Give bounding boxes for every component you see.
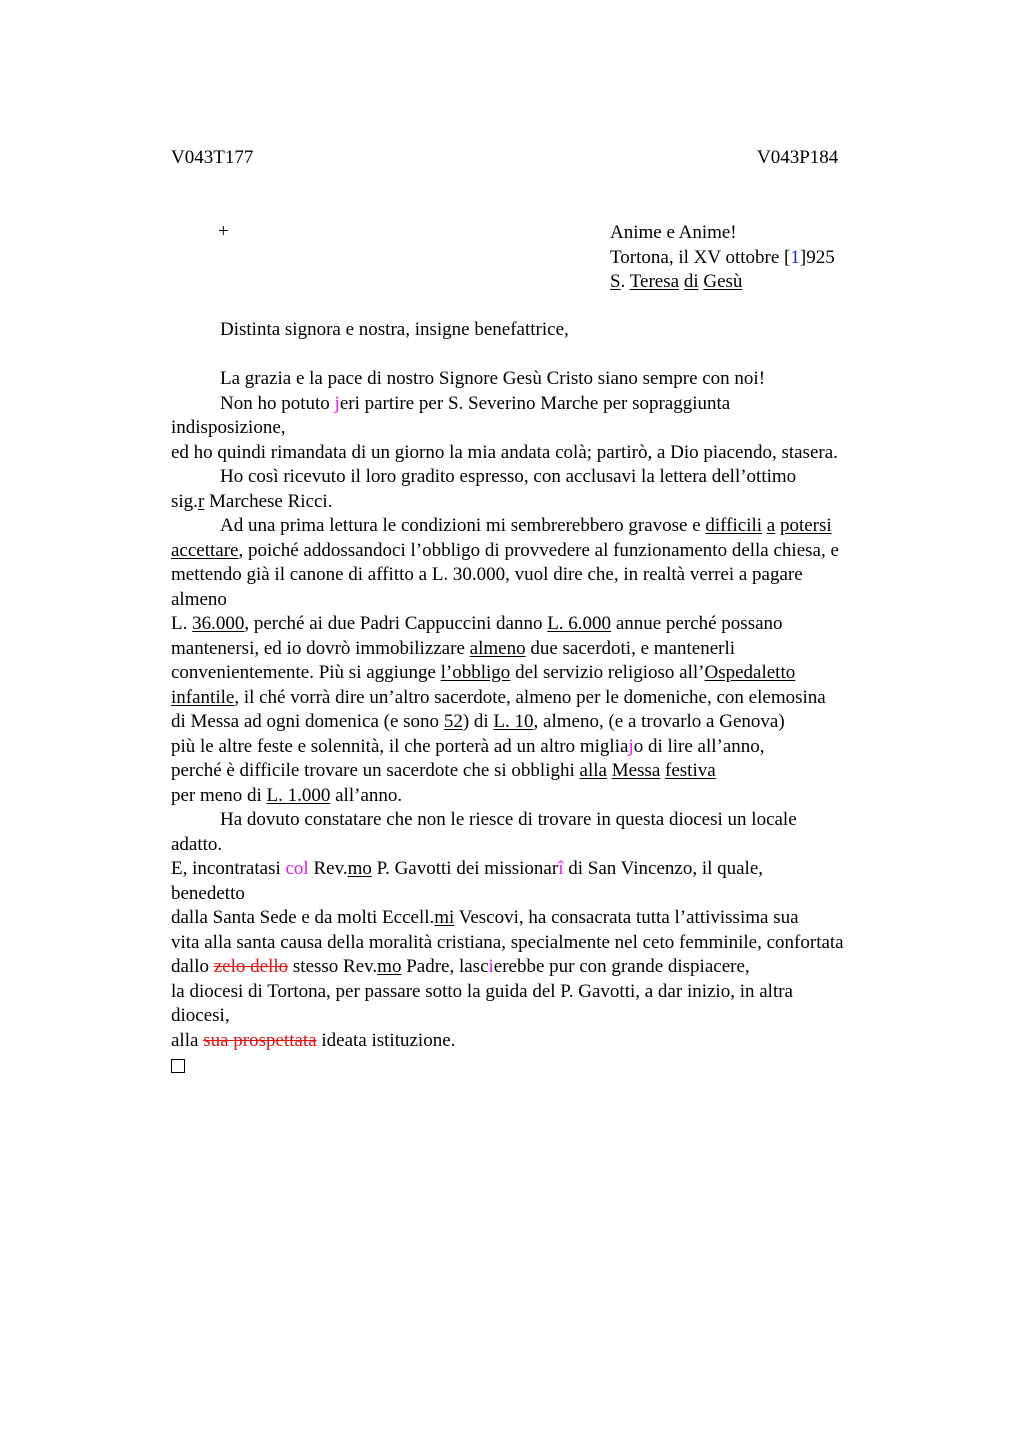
date-line: Tortona, il XV ottobre [1]925 <box>610 246 835 268</box>
feast-line: S. Teresa di Gesù <box>610 271 743 292</box>
text-line: mantenersi, ed io dovrò immobilizzare almeno due sacerdoti, e mantenerli <box>171 637 736 659</box>
text-line: Ad una prima lettura le condizioni mi sembrerebbero gravose e difficili a potersi <box>220 515 832 536</box>
text-line: mettendo già il canone di affitto a L. 30.000, vuol dire che, in realtà verrei a pagare <box>171 564 803 585</box>
text-line: ed ho quindi rimandata di un giorno la mia andata colà; partirò, a Dio piacendo, stasera. <box>171 441 838 463</box>
text-line: di Messa ad ogni domenica (e sono 52) di L. 10, almeno, (e a trovarlo a Genova) <box>171 711 785 732</box>
text-line: diocesi, <box>171 1005 230 1026</box>
text-line: alla sua prospettata ideata istituzione. <box>171 1029 456 1051</box>
salutation: Distinta signora e nostra, insigne benefattrice, <box>220 319 569 340</box>
left-code: V043T177 <box>171 147 254 168</box>
text-line: dalla Santa Sede e da molti Eccell.mi Vescovi, ha consacrata tutta l’attivissima sua <box>171 907 799 928</box>
text-line: almeno <box>171 588 227 610</box>
cross-mark: + <box>218 221 229 242</box>
text-line: convenientemente. Più si aggiunge l’obbligo del servizio religioso all’Ospedaletto <box>171 662 796 683</box>
text-line: L. 36.000, perché ai due Padri Cappuccini danno L. 6.000 annue perché possano <box>171 613 783 634</box>
text-line: Non ho potuto jeri partire per S. Severino Marche per sopraggiunta <box>220 392 731 414</box>
text-line: sig.r Marchese Ricci. <box>171 490 333 512</box>
motto: Anime e Anime! <box>610 222 737 243</box>
text-line: infantile, il ché vorrà dire un’altro sacerdote, almeno per le domeniche, con elemosina <box>171 686 826 708</box>
text-line: perché è difficile trovare un sacerdote che si obblighi alla Messa festiva <box>171 760 716 781</box>
text-line: La grazia e la pace di nostro Signore Gesù Cristo siano sempre con noi! <box>220 368 766 389</box>
text-line: adatto. <box>171 833 223 855</box>
text-line: dallo zelo dello stesso Rev.mo Padre, lascierebbe pur con grande dispiacere, <box>171 956 750 977</box>
text-line: la diocesi di Tortona, per passare sotto la guida del P. Gavotti, a dar inizio, in altra <box>171 980 793 1002</box>
text-line: E, incontratasi col Rev.mo P. Gavotti dei missionarî di San Vincenzo, il quale, <box>171 858 764 879</box>
text-line: per meno di L. 1.000 all’anno. <box>171 784 403 806</box>
text-line: più le altre feste e solennità, il che porterà ad un altro migliajo di lire all’anno, <box>171 735 765 757</box>
right-code: V043P184 <box>757 147 839 168</box>
text-line: Ha dovuto constatare che non le riesce di trovare in questa diocesi un locale <box>220 809 797 830</box>
text-line: accettare, poiché addossandoci l’obbligo di provvedere al funzionamento della chiesa, e <box>171 539 839 561</box>
text-line: indisposizione, <box>171 417 286 438</box>
text-line: benedetto <box>171 882 245 904</box>
letter-body <box>171 318 911 1081</box>
dateline-block <box>610 221 835 295</box>
text-line: vita alla santa causa della moralità cristiana, specialmente nel ceto femminile, confortata <box>171 931 844 953</box>
end-box-icon <box>171 1053 911 1081</box>
text-line: Ho così ricevuto il loro gradito espresso, con acclusavi la lettera dell’ottimo <box>220 466 797 487</box>
